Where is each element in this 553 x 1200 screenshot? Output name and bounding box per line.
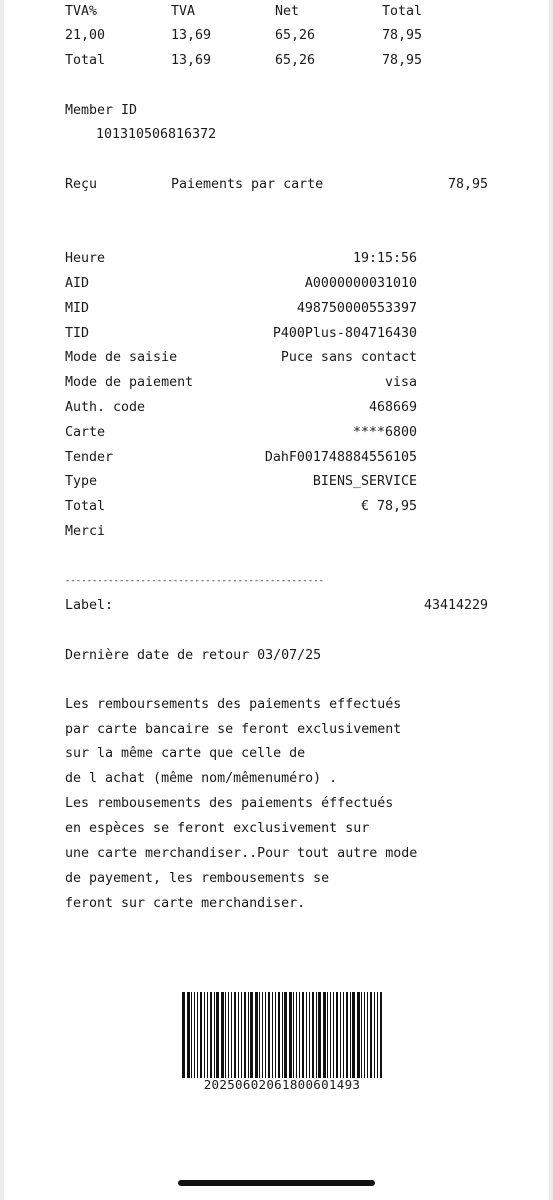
barcode-bar bbox=[238, 992, 239, 1078]
member-id-label: Member ID bbox=[65, 103, 138, 118]
barcode-bar bbox=[262, 992, 263, 1078]
barcode-bar bbox=[377, 992, 378, 1078]
detail-value: A0000000031010 bbox=[304, 276, 417, 291]
vat-header-rate: TVA% bbox=[65, 4, 98, 19]
policy-line: Les remboursements des paiements effectués bbox=[65, 697, 402, 712]
vat-row2-rate: Total bbox=[65, 53, 106, 68]
detail-label: MID bbox=[65, 301, 90, 316]
barcode-bar bbox=[309, 992, 310, 1078]
policy-line: une carte merchandiser..Pour tout autre mode bbox=[65, 846, 418, 861]
barcode-bar bbox=[282, 992, 283, 1078]
vat-header-net: Net bbox=[275, 4, 300, 19]
barcode-bar bbox=[241, 992, 242, 1078]
barcode-bar bbox=[364, 992, 365, 1078]
barcode-bar bbox=[210, 992, 212, 1078]
barcode-bar bbox=[306, 992, 307, 1078]
detail-value: 19:15:56 bbox=[352, 251, 417, 266]
barcode-bar bbox=[244, 992, 246, 1078]
barcode-number: 20250602061800601493 bbox=[203, 1077, 361, 1092]
barcode-bar bbox=[231, 992, 232, 1078]
payment-method: Paiements par carte bbox=[171, 177, 324, 192]
barcode-bar bbox=[299, 992, 300, 1078]
barcode-bar bbox=[323, 992, 326, 1078]
detail-value: ****6800 bbox=[352, 425, 417, 440]
barcode-bar bbox=[207, 992, 208, 1078]
barcode-bar bbox=[318, 992, 321, 1078]
barcode-bar bbox=[272, 992, 273, 1078]
detail-value: BIENS_SERVICE bbox=[312, 474, 417, 489]
barcode-bar bbox=[259, 992, 260, 1078]
detail-label: AID bbox=[65, 276, 90, 291]
barcode-bar bbox=[191, 992, 192, 1078]
detail-label: Total bbox=[65, 499, 106, 514]
barcode-bar bbox=[330, 992, 331, 1078]
barcode-bar bbox=[352, 992, 355, 1078]
vat-row2-total: 78,95 bbox=[382, 53, 423, 68]
detail-value: 468669 bbox=[368, 400, 417, 415]
policy-line: de l achat (même nom/mêmenuméro) . bbox=[65, 771, 338, 786]
barcode-bar bbox=[228, 992, 229, 1078]
detail-label: TID bbox=[65, 326, 90, 341]
vat-header-vat: TVA bbox=[171, 4, 196, 19]
barcode-bar bbox=[182, 992, 185, 1078]
vat-row1-total: 78,95 bbox=[382, 28, 423, 43]
detail-label: Mode de paiement bbox=[65, 375, 194, 390]
barcode-bar bbox=[289, 992, 292, 1078]
barcode-bar bbox=[336, 992, 338, 1078]
barcode-bar bbox=[221, 992, 224, 1078]
barcode-bar bbox=[346, 992, 348, 1078]
label-line-value: 43414229 bbox=[423, 598, 488, 613]
barcode-bar bbox=[333, 992, 334, 1078]
barcode-bar bbox=[380, 992, 382, 1078]
barcode-bar bbox=[214, 992, 215, 1078]
barcode-bar bbox=[357, 992, 360, 1078]
barcode-bar bbox=[343, 992, 344, 1078]
barcode-bar bbox=[361, 992, 362, 1078]
receipt bbox=[4, 0, 549, 1200]
policy-line: de payement, les rembousements se bbox=[65, 871, 330, 886]
vat-row2-net: 65,26 bbox=[275, 53, 316, 68]
barcode-bar bbox=[200, 992, 202, 1078]
barcode-bar bbox=[265, 992, 266, 1078]
thanks-text: Merci bbox=[65, 524, 106, 539]
payment-amount: 78,95 bbox=[447, 177, 488, 192]
barcode-bar bbox=[275, 992, 276, 1078]
barcode-bar bbox=[374, 992, 375, 1078]
barcode-bar bbox=[216, 992, 219, 1078]
detail-label: Auth. code bbox=[65, 400, 146, 415]
barcode-bar bbox=[327, 992, 328, 1078]
barcode-bar bbox=[296, 992, 297, 1078]
barcode-bar bbox=[370, 992, 372, 1078]
barcode-bar bbox=[268, 992, 270, 1078]
detail-value: visa bbox=[384, 375, 417, 390]
barcode-bar bbox=[255, 992, 258, 1078]
detail-value: P400Plus-804716430 bbox=[272, 326, 417, 341]
label-line-label: Label: bbox=[65, 598, 114, 613]
barcode-bar bbox=[293, 992, 294, 1078]
policy-line: Les rembousements des paiements éffectués bbox=[65, 796, 394, 811]
barcode-bar bbox=[278, 992, 280, 1078]
policy-line: sur la même carte que celle de bbox=[65, 746, 306, 761]
detail-value: DahF001748884556105 bbox=[264, 450, 417, 465]
dashed-separator: ------------------------------------------------ bbox=[65, 576, 325, 586]
barcode-bar bbox=[350, 992, 351, 1078]
barcode-bar bbox=[316, 992, 317, 1078]
return-date: Dernière date de retour 03/07/25 bbox=[65, 648, 322, 663]
barcode-bar bbox=[225, 992, 226, 1078]
barcode-bar bbox=[194, 992, 195, 1078]
barcode-bar bbox=[187, 992, 190, 1078]
vat-row1-net: 65,26 bbox=[275, 28, 316, 43]
payment-label: Reçu bbox=[65, 177, 98, 192]
vat-row1-vat: 13,69 bbox=[171, 28, 212, 43]
policy-line: feront sur carte merchandiser. bbox=[65, 896, 306, 911]
vat-row2-vat: 13,69 bbox=[171, 53, 212, 68]
detail-value: 498750000553397 bbox=[296, 301, 417, 316]
detail-label: Tender bbox=[65, 450, 114, 465]
barcode-bar bbox=[197, 992, 198, 1078]
home-indicator[interactable] bbox=[178, 1180, 375, 1186]
barcode-bar bbox=[248, 992, 249, 1078]
barcode-bar bbox=[340, 992, 341, 1078]
barcode-bar bbox=[302, 992, 304, 1078]
detail-label: Type bbox=[65, 474, 98, 489]
barcode-bar bbox=[312, 992, 314, 1078]
barcode-bar bbox=[367, 992, 368, 1078]
policy-line: par carte bancaire se feront exclusivement bbox=[65, 722, 402, 737]
detail-label: Carte bbox=[65, 425, 106, 440]
detail-label: Mode de saisie bbox=[65, 350, 178, 365]
detail-value: Puce sans contact bbox=[280, 350, 417, 365]
member-id-value: 101310506816372 bbox=[96, 127, 217, 142]
vat-row1-rate: 21,00 bbox=[65, 28, 106, 43]
barcode-image bbox=[182, 992, 382, 1078]
barcode-bar bbox=[250, 992, 253, 1078]
barcode-bar bbox=[284, 992, 287, 1078]
vat-header-total: Total bbox=[382, 4, 423, 19]
barcode-bar bbox=[204, 992, 205, 1078]
detail-label: Heure bbox=[65, 251, 106, 266]
policy-line: en espèces se feront exclusivement sur bbox=[65, 821, 370, 836]
barcode-bar bbox=[234, 992, 236, 1078]
detail-value: € 78,95 bbox=[360, 499, 417, 514]
